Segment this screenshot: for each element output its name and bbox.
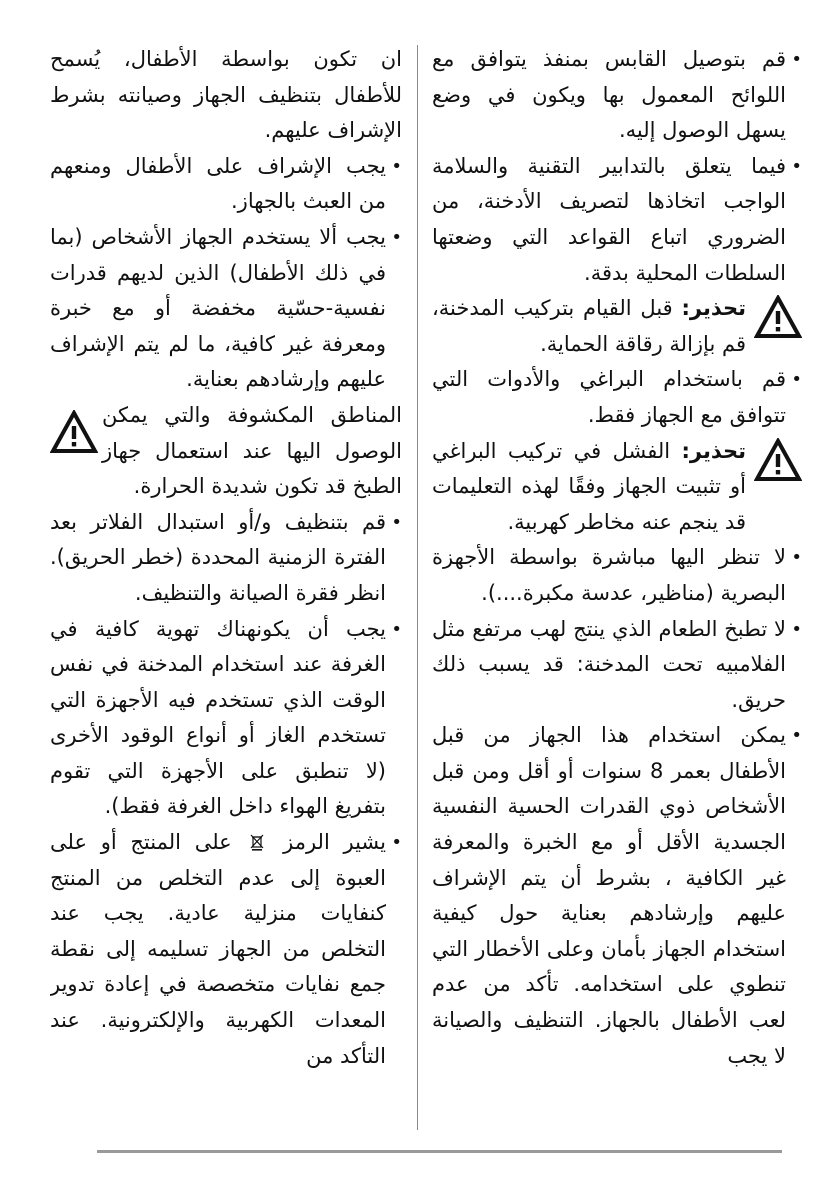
warning-block <box>432 291 802 362</box>
list-item: • يجب أن يكونهناك تهوية كافية في الغرفة عند استخدام المدخنة في نفس الوقت الذي تستخدم فيه الأجهزة التي تستخدم الغاز أو أنواع الوقود الأخرى (لا تنطبق على الأجهزة التي تقوم بتفريغ الهواء داخل الغرفة فقط). <box>50 612 402 826</box>
list-item: • لا تطبخ الطعام الذي ينتج لهب مرتفع مثل الفلامبيه تحت المدخنة: قد يسبب ذلك حريق. <box>432 612 802 719</box>
warning-triangle-icon <box>754 295 802 339</box>
list-item: • يمكن استخدام هذا الجهاز من قبل الأطفال بعمر 8 سنوات أو أقل ومن قبل الأشخاص ذوي القدرات الحسية النفسية الجسدية الأقل أو مع الخبرة والمعرفة غير الكافية ، بشرط أن يتم الإشراف عليهم وإرشادهم بعناية حول كيفية استخدام الجهاز بأمان وعلى الأخطار التي تنطوي على استخدامه. تأكد من عدم لعب الأطفال بالجهاز. التنظيف والصيانة لا يجب <box>432 718 802 1074</box>
list-item: • يجب الإشراف على الأطفال ومنعهم من العبث بالجهاز. <box>50 149 402 220</box>
warning-text: قبل القيام بتركيب المدخنة، قم بإزالة رقاقة الحماية. <box>432 296 746 356</box>
warning-text: الفشل في تركيب البراغي أو تثبيت الجهاز وفقًا لهذه التعليمات قد ينجم عنه مخاطر كهربية. <box>432 438 746 534</box>
list-item: • فيما يتعلق بالتدابير التقنية والسلامة الواجب اتخاذها لتصريف الأدخنة، من الضروري اتباع القواعد التي وضعتها السلطات المحلية بدقة. <box>432 149 802 291</box>
list-item: • قم بتوصيل القابس بمنفذ يتوافق مع اللوائح المعمول بها ويكون في وضع يسهل الوصول إليه. <box>432 42 802 149</box>
list-item: • قم باستخدام البراغي والأدوات التي تتوافق مع الجهاز فقط. <box>432 362 802 433</box>
right-column <box>432 42 802 1132</box>
warning-triangle-icon <box>754 438 802 482</box>
crossed-out-bin-icon <box>249 833 265 851</box>
warning-triangle-icon <box>50 410 98 454</box>
list-item: • قم بتنظيف و/أو استبدال الفلاتر بعد الفترة الزمنية المحددة (خطر الحريق). انظر فقرة الصيانة والتنظيف. <box>50 505 402 612</box>
warning-label: تحذير: <box>681 438 746 463</box>
warning-label: تحذير: <box>681 296 746 321</box>
list-item: • يجب ألا يستخدم الجهاز الأشخاص (بما في ذلك الأطفال) الذين لديهم قدرات نفسية-حسّية مخفضة أو مع خبرة ومعرفة غير كافية، ما لم يتم الإشراف عليهم وإرشادهم بعناية. <box>50 220 402 398</box>
list-item: • لا تنظر اليها مباشرة بواسطة الأجهزة البصرية (مناظير، عدسة مكبرة....). <box>432 540 802 611</box>
warning-block <box>432 434 802 541</box>
list-item <box>50 825 402 1074</box>
left-column <box>50 42 402 1132</box>
warning-text: المناطق المكشوفة والتي يمكن الوصول اليها عند استعمال جهاز الطبخ قد تكون شديدة الحرارة. <box>102 402 402 499</box>
column-divider <box>417 45 418 1130</box>
weee-text-end: على المنتج أو على العبوة إلى عدم التخلص من المنتج كنفايات منزلية عادية. يجب عند التخلص من الجهاز تسليمه إلى نقطة جمع نفايات متخصصة في إعادة تدوير المعدات الكهربية والإلكترونية. عند التأكد من <box>50 830 386 1068</box>
footer-rule <box>97 1150 782 1153</box>
weee-text-start: يشير الرمز <box>283 830 386 855</box>
continued-paragraph: ان تكون بواسطة الأطفال، يُسمح للأطفال بتنظيف الجهاز وصيانته بشرط الإشراف عليهم. <box>50 47 402 143</box>
warning-block <box>50 398 402 505</box>
